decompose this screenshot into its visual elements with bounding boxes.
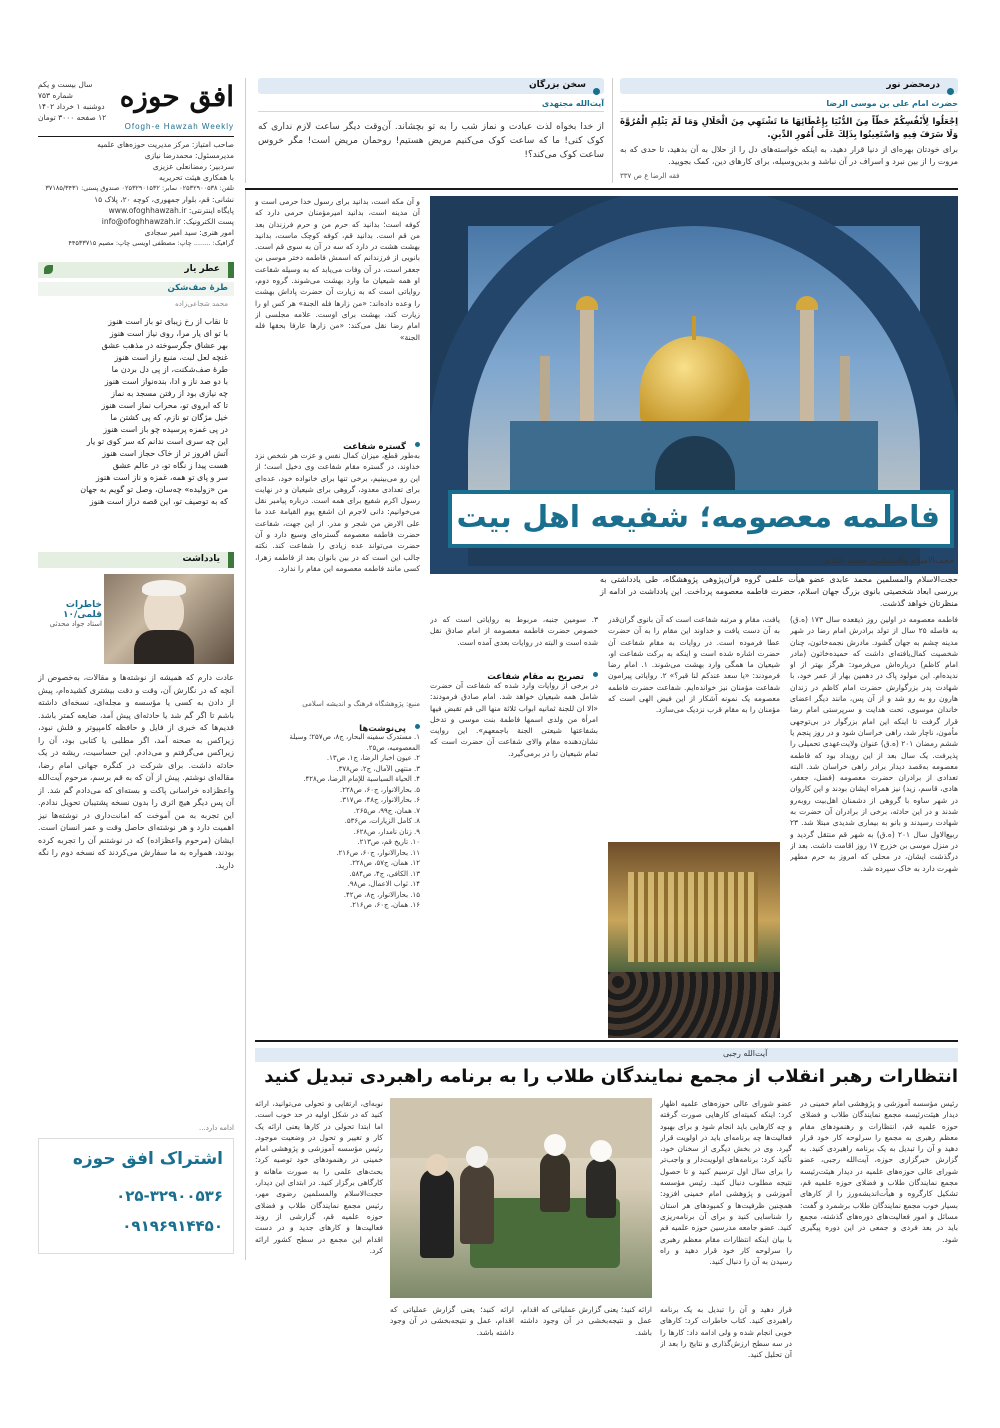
info-line: صاحب امتیاز: مرکز مدیریت حوزه‌های علمیه [97,140,234,149]
news-column: نوبه‌ای، ارتقایی و تحولی می‌توانید، ارائه کنید که در شکل اولیه در حد خوب است. اما ابتدا تحولی در کارها یعنی ارائه یک کار و تغییر و تحول در وضعیت موجود. رئیس مؤسسه آموزشی و پژوهشی امام خمینی در رهنمودهای خود توصیه کرد: بحث‌های علمی را به صورت ماهانه و کارگاهی برگزار کنید. در ابتدای این دیدار، حجت‌الاسلام والمسلمین رضوی مهر، رئیس مجمع نمایندگان طلاب و فضلای حوزه علمیه قم، گزارشی از روند فعالیت‌ها و کارهای جدید و در دست اقدام این مجمع در سطح کشور ارائه کرد. [255,1099,383,1255]
footnote: ۹. زنان نامدار، ص۶۲۸. [353,827,420,836]
poem-line: چه نیازی بود از رفتن مسجد به نماز [111,389,228,398]
footnote: ۴. الحیاة السیاسیة للإمام الرضا، ص۴۲۸. [303,775,420,783]
poem-line: خیل مژگان تو نازم، که پی کشتن ما [110,413,228,422]
poem-line: من «زولیده» چه‌سان، وصل تو گویم به جهان [80,485,228,494]
footnote: ۷. همان، ج۹۹، ص۲۶۵. [353,806,420,815]
leaf-icon [44,265,53,274]
poem-line: غنچه لعل لبت، منبع راز است هنوز [114,353,228,362]
footnotes-title-text: پی‌نوشت‌ها [359,724,406,734]
info-line: تلفن: ۰۲۵۳۲۹۰۰۵۳۸ نمابر: ۰۲۵۳۲۹۰۱۵۳۲ صندوق پستی: ۳۷۱۸۵/۳۴۳۱ [45,184,234,192]
bullet-icon [415,724,420,729]
masthead-year: سال بیست و یکم [38,80,93,89]
news-title: انتظارات رهبر انقلاب از مجمع نمایندگان طلاب را به برنامه راهبردی تبدیل کنید [264,1066,958,1087]
subscription-phone-1[interactable]: ۰۲۵-۳۲۹۰۰۵۳۶ [116,1187,223,1205]
footnote: ۱۲. همان، ج۵۷، ص۲۲۸. [350,859,420,867]
poem [38,316,234,508]
info-line: پایگاه اینترنتی: www.ofoghhawzah.ir [108,206,234,215]
footnote: ۱۵. بحارالانوار، ج۸، ص۴۲. [343,890,420,899]
masthead [38,78,234,138]
news-kicker-bar [255,1048,958,1062]
info-line: گرافیک: ........ چاپ: مصطفی اویسی چاپ: مصیم ۴۴۵۳۳۷۱۵ [68,239,234,247]
subscription-title: اشتراک افق حوزه [72,1149,223,1169]
atr-subtitle: طرهٔ صف‌شکن [167,283,228,293]
masthead-english: Ofogh-e Hawzah Weekly [124,122,234,131]
info-line: پست الکترونیک: info@ofoghhawzah.ir [101,217,234,226]
masthead-info [38,139,234,249]
footnote: ۶. بحارالانوار، ج۴۸، ص۳۱۷. [339,796,420,804]
poem-line: سر و پای تو همه، غمزه و ناز است هنوز [95,473,228,482]
feature-column: به‌طور قطع، میزان کمال نفس و عزت هر شخص نزد خداوند، در گستره مقام شفاعت وی دخیل است؛ از این رو می‌بینیم، برخی تنها برای خانواده خود، عده‌ای برای تعدادی معدود، گروهی برای شیعیان و در نهایت رسول اکرم شفیع برای همه است. درباره پیامبر نقل می‌خوانیم: دانی لاجرم ان اشفع یوم القیامة عدد ما علی الارض من شجر و مدر. از این جهت، شفاعت حضرت فاطمه معصومه گستره‌ای وسیع دارد و آن حضرت می‌تواند عده زیادی را شفاعت کند. نکته جالب این است که در بین بانوان بعد از فاطمه زهرا، کسی مانند فاطمه معصومه این مقام را ندارد. [255,451,420,573]
footnote: ۱۱. بحارالانوار، ج۶۰، ص۲۱۶. [336,848,420,857]
info-line: با همکاری هیئت تحریریه [159,173,234,182]
shrine-crowd-photo [608,842,780,1038]
feature-column: و آن مکه است، بدانید برای رسول خدا حرمی است و آن مدینه است، بدانید امیرمؤمنان حرمی دارد که کوفه است؛ بدانید که حرم من و حرم فرزندان بعد من قم است. بدانید قم، کوفه کوچک ماست، بدانید بهشت هشت در دارد که سه در آن به سوی قم است. بانویی از فرزندانم که اسمش فاطمه دختر موسی بن جعفر است، در آن وفات می‌یابد که به وسیله شفاعت او همه شیعیان ما وارد بهشت می‌شوند. گروه دوم، روایاتی است که به زیارت آن حضرت پاداش بهشت را وعده داده‌اند: «من زارها فله الجنة» هر کس او را زیارت کند، بهشت برای اوست. علامه مجلسی از امام رضا نقل می‌کند: «من زارها عارفا بحقها فله الجنة» [255,197,420,342]
note-body: عادت دارم که همیشه از نوشته‌ها و مقالات، به‌خصوص از آنچه که در نگارش آن، وقت و دقت بیشتری کشیده‌ام، پیش از دادن به کسی یا مؤسسه و مجله‌ای، نسخه‌ای داشته باشم تا اگر گم شد یا حادثه‌ای پیش آمد، ضایعه کمتر باشد. قدیم‌ها که خبری از فایل و حافظه کامپیوتر و فلش نبود، زیراکس به صحنه آمد، اگر مطلبی یا کتابی بود، آن را زیراکس می‌گرفتم و می‌دادم. این حساسیت، ریشه در یک حادثه داشت. برای شرکت در کنگره جهانی امام رضا، مقاله‌ای نوشتم. پیش از آن که به قم برسم، مرحوم آیت‌الله واعظزاده خراسانی پاکت و بسته‌ای که می‌دادم گم شد. از آن پس دیگر هیچ اثری را بدون نسخه پشتیبان تحویل ندادم. این تجربه به من آموخت که امانت‌داری در نوشته‌ها نیز اهمیت دارد و هر نوشته‌ای حاصل وقت و عمر انسان است. ایشان (مرحوم واعظزاده) که در نوشتنم آن را تجربه کرده بودند، همواره به ما سفارش می‌کردند که نسخه دوم را نگه دارید. [38,673,234,870]
poem-line: که به توصیف تو، این قصه دراز است هنوز [89,497,228,506]
subhead-text: تصریح به مقام شفاعت [487,672,584,682]
section-title: درمحضر نور [886,80,940,90]
news-column: ارائه کنید؛ یعنی گزارش عملیاتی که اقدام، عمل و نتیجه‌بخشی در آن وجود داشته باشد. [520,1305,652,1337]
footnote: ۱۰. تاریخ قم، ص۲۱۳. [357,838,420,846]
section-header-sokhan [258,78,604,94]
feature-column: یافت، مقام و مرتبه شفاعت است که آن بانوی گران‌قدر به آن دست یافت و خداوند این مقام را به آن حضرت عطا فرموده است. در روایات به مقام شفاعت آن حضرت اشاره شده است و اینکه به برکت شفاعت او، شیعیان ما همگی وارد بهشت می‌شوند. ۱. امام رضا فرمودند: «یا سعد عندکم لنا قبر؟» ۲. روایاتی پیرامون شفاعت مؤمنان نیز خوانده‌ایم. شفاعت حضرت فاطمه معصومه یک نمونه آشکار از این فیض الهی است که مؤمنان را به مقام قرب نزدیک می‌سازد. [608,615,780,715]
feature-title-box [448,490,954,548]
footnote: ۳. منتهی الآمال، ج۲، ص۳۷۸. [336,764,420,773]
section-title: سخن بزرگان [528,80,586,90]
footnote: ۱۶. همان، ج۶۰، ص۲۱۶. [350,901,420,909]
atr-subtitle-bar [38,282,234,296]
footnote: ۵. بحارالانوار، ج۶۰، ص۲۲۸. [339,785,420,794]
sokhan-attribution: آیت‌الله مجتهدی [541,99,604,108]
feature-lead: حجت‌الاسلام والمسلمین محمد عابدی عضو هیأت علمی گروه قرآن‌پژوهی پژوهشگاه، طی یادداشتی به بررسی ابعاد شخصیتی بانوی بزرگ جهان اسلام، حضرت فاطمه معصومه پرداخت. این یادداشت در ادامه از منظرتان خواهد گذشت. [600,575,958,608]
footnote: ۱. مستدرک سفینه البحار، ج۸، ص۲۵۷؛ وسیلة المعصومیه، ص۲۵. [289,733,420,752]
poem-line: با تو ای یار مرا، روی نیاز است هنوز [109,329,228,338]
poem-line: در پی غمزه پرسیده چو باز است هنوز [103,425,228,434]
subscription-phone-2[interactable]: ۰۹۱۹۶۹۱۴۴۵۰ [122,1217,223,1235]
section-title: یادداشت [182,554,220,564]
poem-line: با دو صد ناز و ادا، بنده‌نواز است هنوز [104,377,228,386]
source-note: منبع: پژوهشگاه فرهنگ و اندیشه اسلامی [302,700,420,708]
feature-column: ۳. سومین جنبه، مربوط به روایاتی است که در خصوص حضرت فاطمه معصومه از امام صادق نقل شده است و البته در روایات بعدی آمده است. [430,615,598,647]
footnotes [255,732,420,911]
attribution-text: حضرت امام علی بن موسی الرضا [826,99,958,108]
section-header-yaddasht [38,552,234,568]
news-kicker: آیت‌الله رجبی [723,1049,768,1058]
bullet-icon [593,672,598,677]
footnote: ۸. کامل الزیارات، ص۵۳۶. [344,817,420,825]
news-column: عضو شورای عالی حوزه‌های علمیه اظهار کرد: اینکه کمیته‌ای کارهایی صورت گرفته و چه کارهایی باید انجام شود و برای بهبود فعالیت‌ها چه برنامه‌ای باید در اولویت قرار گیرد. وی در بخش دیگری از سخنان خود، تأکید کرد: برنامه‌های اولویت‌دار و واجب‌تر را برای سال اول ترسیم کنید و تا حصول نتیجه مطلوب دنبال کنید. رئیس مؤسسه آموزشی و پژوهشی امام خمینی افزود: همچنین ظرفیت‌ها و کمبودهای هر استان را شناسایی کنید و برای آن برنامه‌ریزی کنید. عضو جامعه مدرسین حوزه علمیه قم با بیان اینکه انتظارات مقام معظم رهبری را سرلوحه کار خود قرار دهید و راه رسیدن به آن را دنبال کنید. [660,1099,792,1267]
meeting-photo [390,1098,652,1298]
poem-line: تا نقاب از رخ زیبای تو باز است هنوز [108,317,228,326]
footnote: ۲. عیون اخبار الرضا، ج۱، ص۱۳. [326,754,420,762]
news-column: رئیس مؤسسه آموزشی و پژوهشی امام خمینی در دیدار هیئت‌رئیسه مجمع نمایندگان طلاب و فضلای حوزه علمیه قم، انتظارات و رهنمودهای مقام معظم رهبری به مجمع را سرلوحه کار خود قرار دهید و آن را تبدیل به یک برنامه راهبردی کنید. به گزارش خبرگزاری حوزه، آیت‌الله رجبی، عضو شورای عالی حوزه‌های علمیه در دیدار هیئت‌رئیسه مجمع نمایندگان طلاب و فضلای حوزه علمیه قم، تشکیل کارگروه و هیأت‌اندیشه‌ورز را از کارهای بسیار خوب مجمع نمایندگان طلاب برشمرد و گفت: مسائل و امور فعالیت‌های دوره‌های گذشته، مجمع باید در بعد فردی و جمعی در این دوره پیگیری شود. [800,1099,958,1244]
hadith-source: فقه الرضا ع ص ۳۳۷ [620,172,680,180]
note-title: خاطرات قلمی/۱۰ [63,600,102,620]
footnote: ۱۳. الکافی، ج۴، ص۵۸۴. [349,869,420,878]
hadith-arabic: اِجْعَلُوا لِأَنْفُسِكُمْ حَظّاً مِنَ الدُّنْيَا بِإِعْطَائِهَا مَا تَشْتَهِي مِنَ الْحَلَالِ وَمَا لَمْ يَثْلِمِ الْمُرُوَّةَ وَلَا سَرَفَ فِيهِ وَاسْتَعِينُوا بِذَلِكَ عَلَى أُمُورِ الدِّينِ. [620,117,958,140]
author-portrait [104,574,234,664]
note-more: ادامه دارد... [199,1124,234,1132]
section-header-atr [38,262,234,278]
masthead-issue: شماره ۷۵۳ [38,91,73,100]
footnote: ۱۴. ثواب الاعمال، ص۹۸. [347,880,420,888]
subscription-box [38,1138,234,1254]
bullet-icon [593,88,600,95]
note-author: استاد جواد محدثی [49,620,102,628]
bullet-icon [415,442,420,447]
feature-author: حجت‌الاسلام والمسلمین محمد عابدی [823,556,954,566]
feature-column: در برخی از روایات وارد شده که شفاعت آن حضرت شامل همه شیعیان خواهد شد. امام صادق فرمودند: «الا ان للجنة ثمانیه ابواب ثلاثة منها الی قم تقبض فیها امرأة من ولدی اسمها فاطمة بنت موسی و تدخل بشفاعتها شیعتی الجنة باجمعهم». این روایت نشان‌دهنده مقام والای شفاعت آن حضرت است که تمام شیعیان را در برمی‌گیرد. [430,681,598,758]
bullet-icon [947,88,954,95]
poem-line: تا که ابروی تو، محراب نماز است هنوز [101,401,228,410]
poem-line: هست پیدا ز نگاه تو، در عالم عشق [112,461,228,470]
poem-line: بهر عشاق جگرسوخته در مذهب عشق [101,341,228,350]
masthead-pages: ۱۲ صفحه ۳۰۰۰ تومان [38,113,107,122]
hadith-attribution [620,98,958,112]
atr-poet: محمد شجاعی‌زاده [175,300,228,308]
sokhan-text: از خدا بخواه لذت عبادت و نماز شب را به تو بچشاند. آن‌وقت دیگر ساعت لازم نداری که کوک کنی! ما که ساعت کوک می‌کنیم مریض هستیم! روحمان مریض است! مگر خروس ساعت کوک می‌کند؟! [258,122,604,160]
info-line: امور هنری: سید امیر سجادی [144,228,234,237]
info-line: مدیرمسئول: محمدرضا نیازی [144,151,234,160]
poem-line: آتش افروز تر از خاک حجاز است هنوز [102,449,228,458]
masthead-date: دوشنبه ۱ خرداد ۱۴۰۲ [38,102,105,111]
section-title: عطر یار [184,264,220,274]
poem-line: این چه سری است ندانم که سر کوی تو یار [86,437,228,446]
news-column: قرار دهید و آن را تبدیل به یک برنامه راهبردی کنید. کتاب خاطرات کرد: کارهای خوبی انجام شده و ولی ادامه داد: کارها را در سه سطح ارزش‌گذاری و نتایج را بعد از آن تحلیل کنید. [660,1305,792,1360]
masthead-logo: افق حوزه [119,80,234,113]
section-header-dar-mahzar [620,78,958,94]
info-line: سردبیر: رمضانعلی عزیزی [152,162,234,171]
news-column: ارائه کنید؛ یعنی گزارش عملیاتی که اقدام، عمل و نتیجه‌بخشی در آن وجود داشته باشد. [390,1305,514,1337]
feature-column: فاطمه معصومه در اولین روز ذیقعده سال ۱۷۳ (ه.ق) به فاصله ۲۵ سال از تولد برادرش امام رضا در شهر مدینه چشم به جهان گشود. مادرش نجمه‌خاتون، چنان شخصیت کمال‌یافته‌ای داشت که حمیده‌خاتون (مادر امام کاظم) درباره‌اش می‌فرمود: هرگز بهتر از او ندیده‌ام. این مولود پاک در دهمین بهار از عمر خود، با شهادت پدر بزرگوارش حضرت امام کاظم در زندان هارون رو به رو شد و از آن پس، مانند دیگر اعضای خاندان موسوی، تحت هدایت و سرپرستی امام رضا قرار گرفت تا اینکه این امام بزرگوار در بی‌توجهی مأمون، ناچار شد، راهی خراسان شود و در روز پنجم یا ششم رمضان ۲۰۱ (ه.ق) عنوان ولایت‌عهدی تحمیلی را پذیرفت. یک سال بعد از این رویداد بود که فاطمه معصومه به‌قصد دیدار برادر راهی خراسان شد. البته تعدادی از برادران حضرت معصومه (فضل، جعفر، هادی، قاسم، زید) نیز همراه ایشان بودند و این کاروان در شهر ساوه با گروهی از دشمنان اهل‌بیت روبه‌رو شدند و در این حادثه، برخی از برادران آن حضرت به شهادت رسیدند و بانو به بیماری شدیدی مبتلا شد. ۲۳ ربیع‌الاول سال ۲۰۱ (ه.ق) به شهر قم منتقل گردید و در منزل موسی بن خزرج ۱۷ روز اقامت داشت. بعد از درگذشت ایشان، در محلی که امروز به حرم مطهر شهرت دارد به خاک سپرده شد. [790,615,958,873]
poem-line: طرهٔ صف‌شکنت، از پی دل بردن ما [111,365,228,374]
feature-title: فاطمه معصومه؛ شفیعه اهل بیت [456,500,940,535]
info-line: نشانی: قم، بلوار جمهوری، کوچه ۲۰، پلاک ۱۵ [94,195,234,204]
hadith-translation: برای خودتان بهره‌ای از دنیا قرار دهید، به اینکه خواسته‌های دل را از حلال به آن بدهید، تا حدی که به مروت را از بین نبرد و اسراف در آن نباشد و بدین‌وسیله، برای کارهای دین، کمک بجویید. [620,145,958,166]
subhead-text: گستره شفاعت [343,442,406,452]
